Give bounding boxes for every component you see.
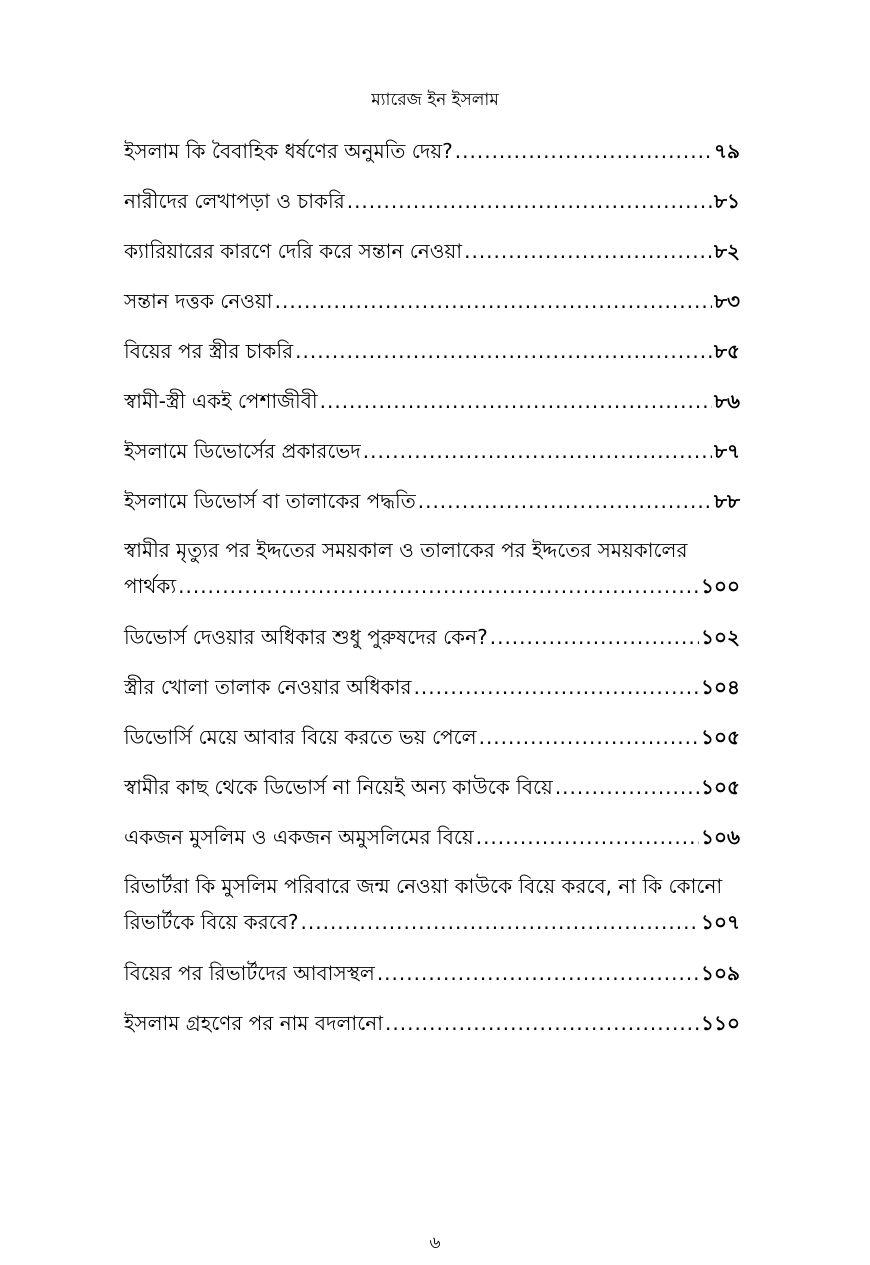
dot-leader	[418, 483, 712, 519]
toc-entry-title: স্ত্রীর খোলা তালাক নেওয়ার অধিকার	[124, 675, 412, 699]
dot-leader	[385, 1005, 699, 1041]
toc-entry-title: একজন মুসলিম ও একজন অমুসলিমের বিয়ে	[124, 825, 474, 849]
dot-leader	[275, 283, 712, 319]
toc-entry	[124, 998, 740, 1048]
dot-leader	[414, 669, 699, 705]
toc-entry-title: ডিভোর্স দেওয়ার অধিকার শুধু পুরুষদের কেন?	[124, 625, 488, 649]
toc-entry	[124, 326, 740, 376]
toc-entry-title: রিভার্টকে বিয়ে করবে?	[124, 910, 299, 934]
toc-entry-page: ১১০	[701, 1011, 740, 1035]
toc-entry-title: সন্তান দত্তক নেওয়া	[124, 289, 273, 313]
toc-entry-page: ৮৮	[714, 489, 740, 513]
toc-entry-title: ইসলামে ডিভোর্স বা তালাকের পদ্ধতি	[124, 489, 416, 513]
toc-entry-title: নারীদের লেখাপড়া ও চাকরি	[124, 189, 345, 213]
toc-entry	[124, 712, 740, 762]
dot-leader	[476, 819, 699, 855]
toc-entry-page: ১০২	[701, 625, 740, 649]
toc-entry-page: ১০৭	[701, 910, 740, 934]
toc-entry	[124, 126, 740, 176]
toc-entry-title-line1: রিভার্টরা কি মুসলিম পরিবারে জন্ম নেওয়া কাউকে বিয়ে করবে, না কি কোনো	[124, 874, 723, 898]
toc-entry	[124, 276, 740, 326]
toc-entry-page: ১০০	[701, 574, 740, 598]
table-of-contents	[124, 126, 740, 1048]
toc-entry	[124, 762, 740, 812]
toc-entry	[124, 662, 740, 712]
toc-entry-title: বিয়ের পর স্ত্রীর চাকরি	[124, 339, 294, 363]
toc-entry-title: ইসলাম কি বৈবাহিক ধর্ষণের অনুমতি দেয়?	[124, 139, 453, 163]
dot-leader	[347, 183, 712, 219]
toc-entry-title: স্বামী-স্ত্রী একই পেশাজীবী	[124, 389, 318, 413]
toc-entry	[124, 476, 740, 526]
dot-leader	[555, 769, 699, 805]
toc-entry-page: ৭৯	[714, 139, 740, 163]
toc-entry-title-line1: স্বামীর মৃত্যুর পর ইদ্দতের সময়কাল ও তালাকের পর ইদ্দতের সময়কালের	[124, 538, 688, 562]
toc-entry-title: ক্যারিয়ারের কারণে দেরি করে সন্তান নেওয়া	[124, 239, 463, 263]
toc-entry	[124, 426, 740, 476]
toc-entry-page: ১০৪	[701, 675, 740, 699]
toc-entry-title: ডিভোর্সি মেয়ে আবার বিয়ে করতে ভয় পেলে	[124, 725, 477, 749]
page-number: ৬	[429, 1233, 441, 1253]
toc-entry-page: ৮৩	[714, 289, 740, 313]
toc-entry-page: ১০৫	[701, 775, 740, 799]
toc-entry-title: ইসলামে ডিভোর্সের প্রকারভেদ	[124, 439, 361, 463]
toc-entry	[124, 862, 740, 948]
toc-entry-page: ৮১	[714, 189, 740, 213]
toc-entry-title: স্বামীর কাছ থেকে ডিভোর্স না নিয়েই অন্য কাউকে বিয়ে	[124, 775, 553, 799]
dot-leader	[490, 619, 699, 655]
toc-entry	[124, 526, 740, 612]
dot-leader	[320, 383, 712, 419]
dot-leader	[301, 904, 699, 940]
dot-leader	[464, 233, 712, 269]
toc-entry-page: ১০৬	[701, 825, 740, 849]
toc-entry	[124, 376, 740, 426]
toc-entry-page: ৮৭	[714, 439, 740, 463]
running-header: ম্যারেজ ইন ইসলাম	[371, 90, 499, 110]
dot-leader	[455, 133, 712, 169]
toc-entry-page: ৮৫	[714, 339, 740, 363]
toc-entry	[124, 948, 740, 998]
toc-entry-page: ১০৫	[701, 725, 740, 749]
dot-leader	[178, 568, 699, 604]
toc-entry	[124, 226, 740, 276]
dot-leader	[479, 719, 699, 755]
toc-entry-page: ৮২	[714, 239, 740, 263]
toc-entry	[124, 812, 740, 862]
toc-entry-title: বিয়ের পর রিভার্টদের আবাসস্থল	[124, 961, 375, 985]
toc-entry-page: ১০৯	[701, 961, 740, 985]
toc-entry	[124, 612, 740, 662]
toc-entry-title: পার্থক্য	[124, 574, 177, 598]
dot-leader	[295, 333, 712, 369]
toc-entry-page: ৮৬	[714, 389, 740, 413]
toc-entry	[124, 176, 740, 226]
toc-entry-title: ইসলাম গ্রহণের পর নাম বদলানো	[124, 1011, 384, 1035]
dot-leader	[377, 955, 699, 991]
dot-leader	[363, 433, 712, 469]
